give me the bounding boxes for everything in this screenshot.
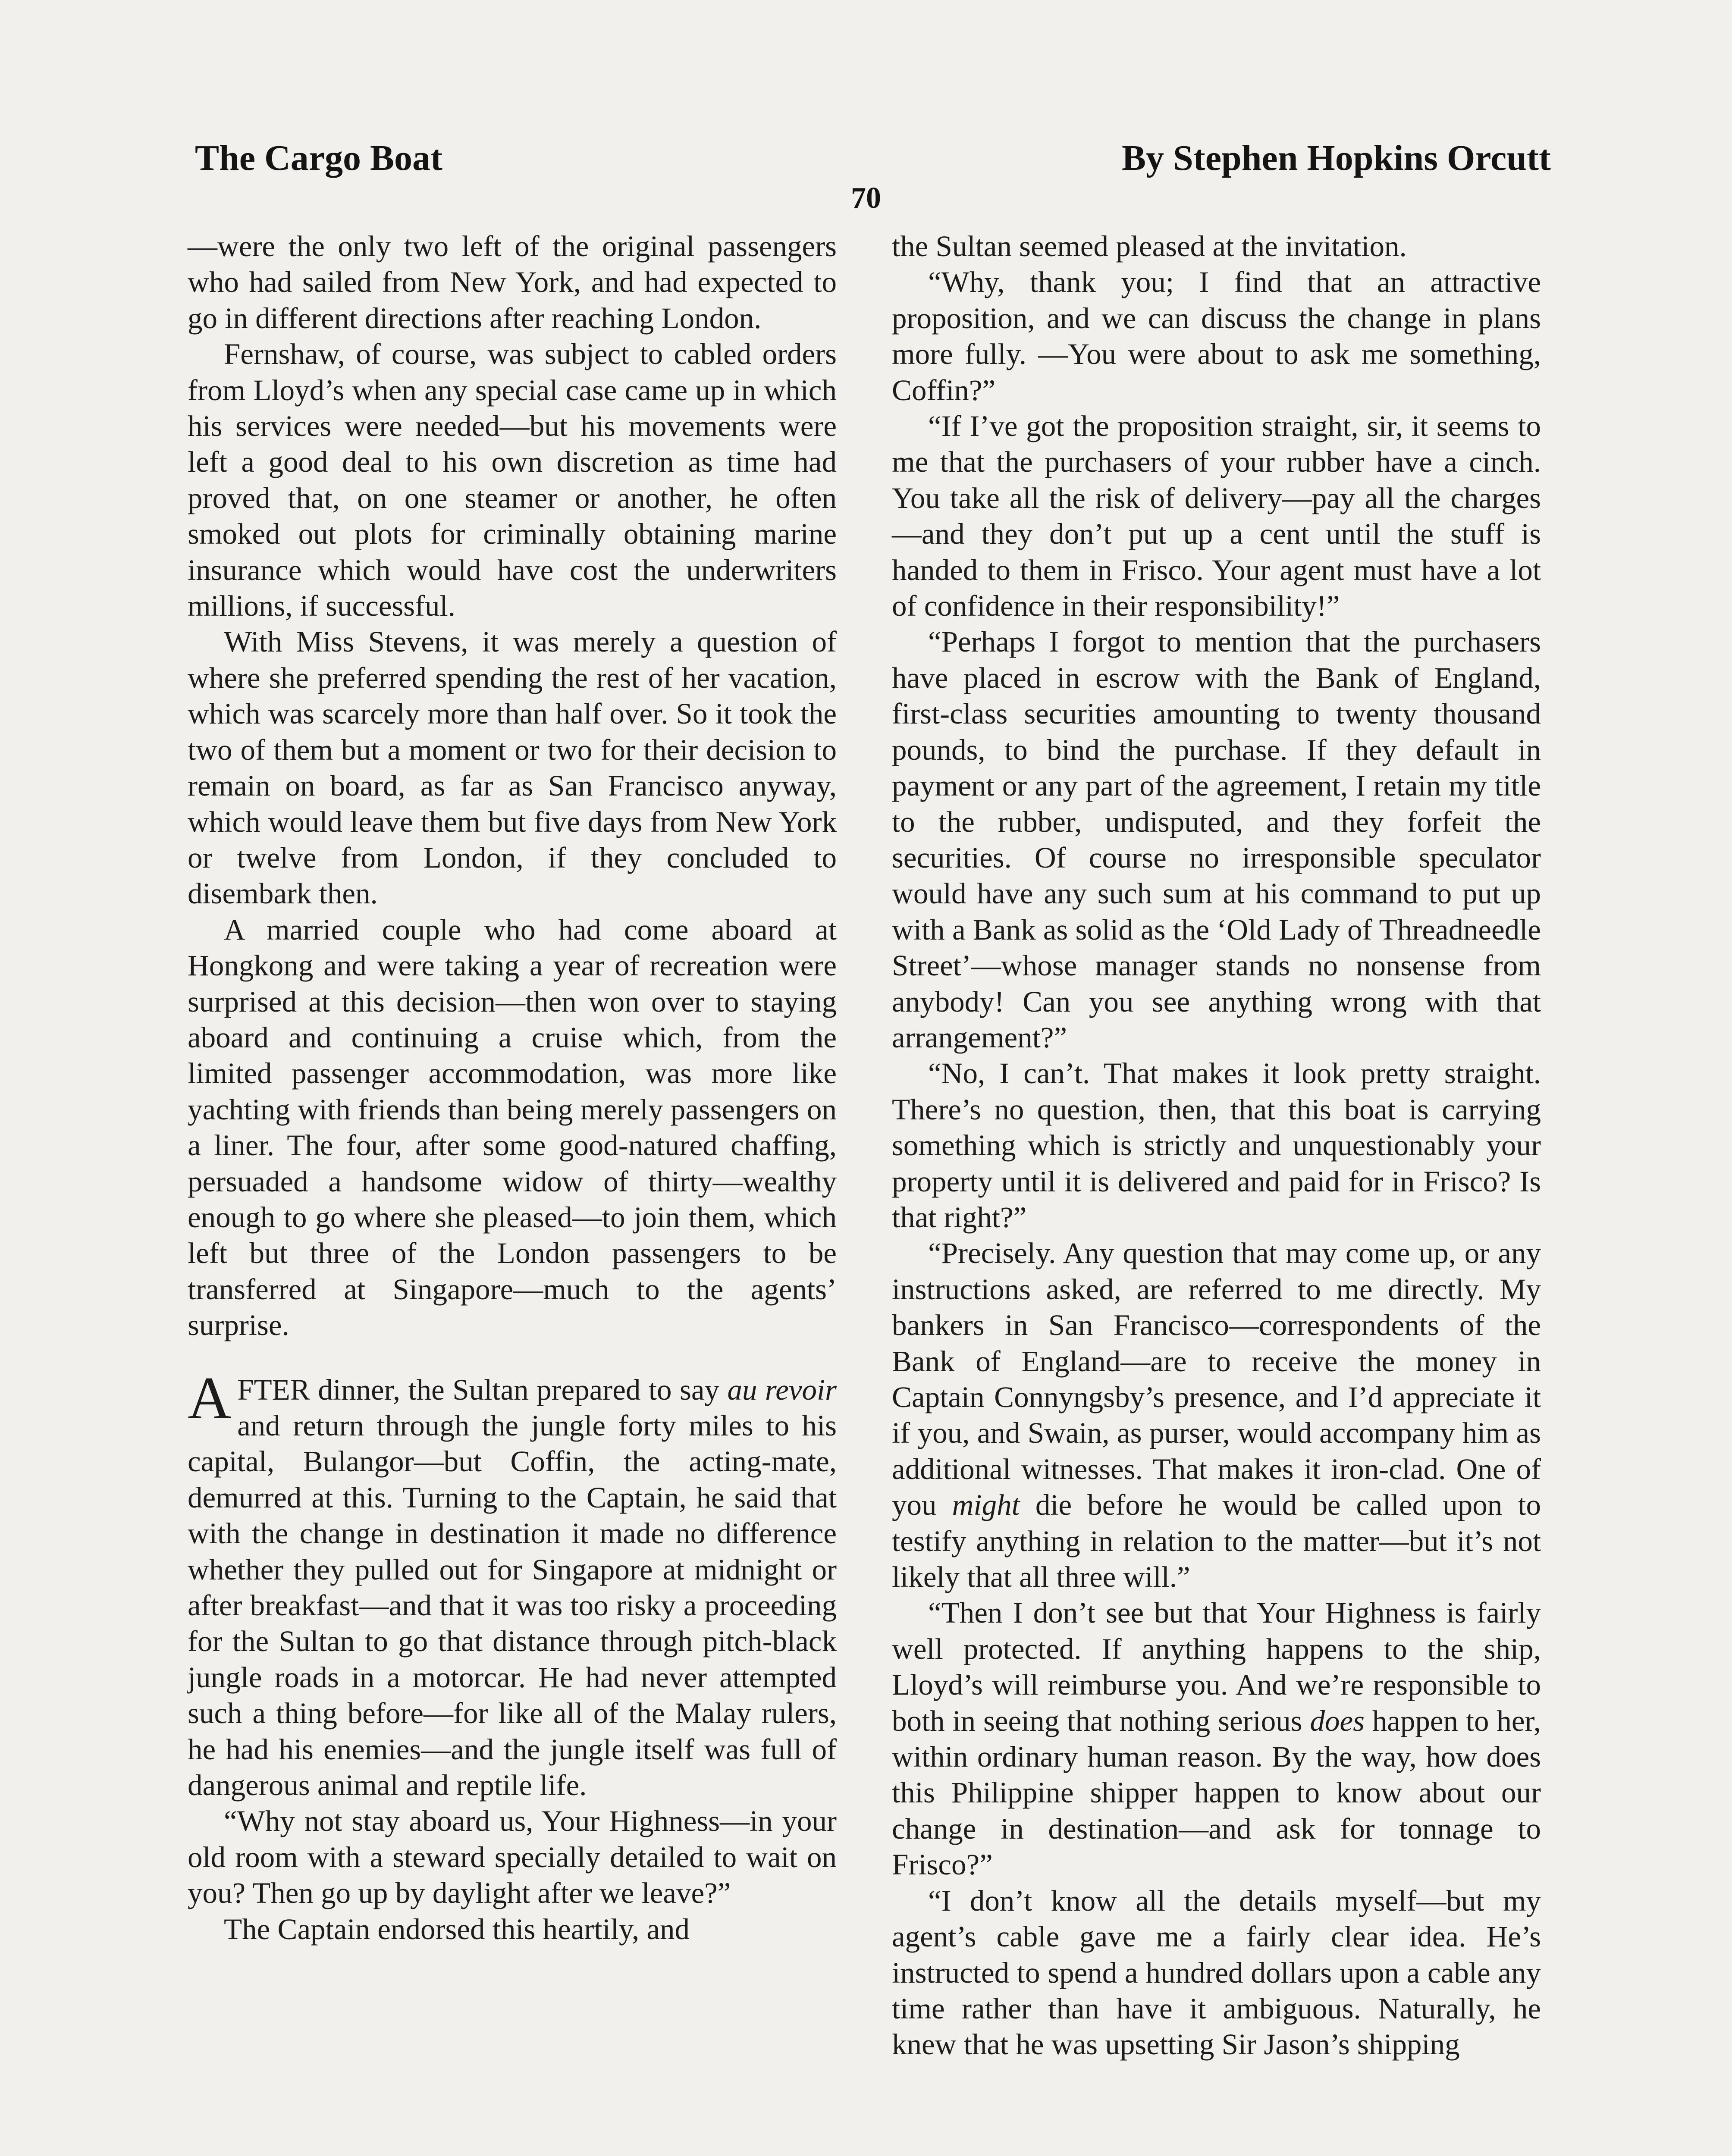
- paragraph: —were the only two left of the original passengers who had sailed from New York, and had expected to go in different directions after reaching London.: [188, 230, 837, 335]
- italic-text: might: [952, 1489, 1020, 1522]
- paragraph: [892, 1235, 1541, 1595]
- paragraph: A married couple who had come aboard at Hongkong and were taking a year of recreation were surprised at this decision—then won over to staying aboard and continuing a cruise which, from the limited passenger accommodation, was more like yachting with friends than being merely passengers on a liner. The four, after some good-natured chaffing, persuaded a handsome widow of thirty—wealthy enough to go where she pleased—to join them, which left but three of the London passengers to be transferred at Singapore—much to the agents’ surprise.: [188, 913, 837, 1342]
- story-author: By Stephen Hopkins Orcutt: [1122, 138, 1551, 178]
- section-opening-paragraph: [188, 1364, 837, 1804]
- text-run: “Precisely. Any question that may come up, or any instructions asked, are referred to me directly. My bankers in San Francisco—correspondents of the Bank of England—are to receive the money in Captain Connyngsby’s presence, and I’d appreciate it if you, and Swain, as purser, would accompany him as additional witnesses. That makes it iron-clad. One of you: [892, 1237, 1541, 1522]
- paragraph: With Miss Stevens, it was merely a question of where she preferred spending the rest of her vacation, which was scarcely more than half over. So it took the two of them but a moment or two for their decision to remain on board, as far as San Francisco anyway, which would leave them but five days from New York or twelve from London, if they concluded to disembark then.: [188, 625, 837, 910]
- text-run: happen to her, within ordinary human reason. By the way, how does this Philippine shipper happen to know about our change in destination—and ask for tonnage to Frisco?”: [892, 1704, 1541, 1881]
- paragraph: “If I’ve got the proposition straight, sir, it seems to me that the purchasers of your rubber have a cinch. You take all the risk of delivery—pay all the charges—and they don’t put up a cent until the stuff is handed to them in Frisco. Your agent must have a lot of confidence in their responsibility!”: [892, 410, 1541, 623]
- story-title: The Cargo Boat: [195, 138, 442, 178]
- paragraph: [892, 1595, 1541, 1883]
- page-number: 70: [851, 182, 881, 215]
- right-column: [892, 229, 1541, 2063]
- italic-text: au revoir: [727, 1373, 837, 1406]
- paragraph: “Perhaps I forgot to mention that the purchasers have placed in escrow with the Bank of England, first-class securities amounting to twenty thousand pounds, to bind the purchase. If they default in payment or any part of the agreement, I retain my title to the rubber, undisputed, and they forfeit the securities. Of course no irresponsible speculator would have any such sum at his command to put up with a Bank as solid as the ‘Old Lady of Threadneedle Street’—whose manager stands no nonsense from anybody! Can you see anything wrong with that arrangement?”: [892, 625, 1541, 1054]
- paragraph: “I don’t know all the details myself—but my agent’s cable gave me a fairly clear idea. He’s instructed to spend a hundred dollars upon a cable any time rather than have it ambiguous. Naturally, he knew that he was upsetting Sir Jason’s shipping: [892, 1884, 1541, 2061]
- paragraph: Fernshaw, of course, was subject to cabled orders from Lloyd’s when any special case came up in which his services were needed—but his movements were left a good deal to his own discretion as time had proved that, on one steamer or another, he often smoked out plots for criminally obtaining marine insurance which would have cost the underwriters millions, if successful.: [188, 338, 837, 623]
- italic-text: does: [1310, 1704, 1365, 1737]
- text-run: die before he would be called upon to testify anything in relation to the matter—but it’s not likely that all three will.”: [892, 1489, 1541, 1594]
- left-column: [188, 229, 837, 1947]
- paragraph: “No, I can’t. That makes it look pretty straight. There’s no question, then, that this boat is carrying something which is strictly and unquestionably your property until it is delivered and paid for in Frisco? Is that right?”: [892, 1057, 1541, 1234]
- text-run: “Then I don’t see but that Your Highness is fairly well protected. If anything happens to the ship, Lloyd’s will reimburse you. And we’re responsible to both in seeing that nothing serious: [892, 1596, 1541, 1737]
- text-run: and return through the jungle forty miles to his capital, Bulangor—but Coffin, the acting-mate, demurred at this. Turning to the Captain, he said that with the change in destination it made no difference whether they pulled out for Singapore at midnight or after breakfast—and that it was too risky a proceeding for the Sultan to go that distance through pitch-black jungle roads in a motorcar. He had never attempted such a thing before—for like all of the Malay rulers, he had his enemies—and the jungle itself was full of dangerous animal and reptile life.: [188, 1409, 837, 1802]
- paragraph: “Why, thank you; I find that an attractive proposition, and we can discuss the change in plans more fully. —You were about to ask me something, Coffin?”: [892, 266, 1541, 407]
- paragraph: The Captain endorsed this heartily, and: [224, 1912, 690, 1946]
- paragraph: the Sultan seemed pleased at the invitation.: [892, 230, 1407, 263]
- paragraph: “Why not stay aboard us, Your Highness—in your old room with a steward specially detailed to wait on you? Then go up by daylight after we leave?”: [188, 1805, 837, 1910]
- text-run: FTER dinner, the Sultan prepared to say: [237, 1373, 719, 1406]
- drop-cap: A: [188, 1364, 232, 1432]
